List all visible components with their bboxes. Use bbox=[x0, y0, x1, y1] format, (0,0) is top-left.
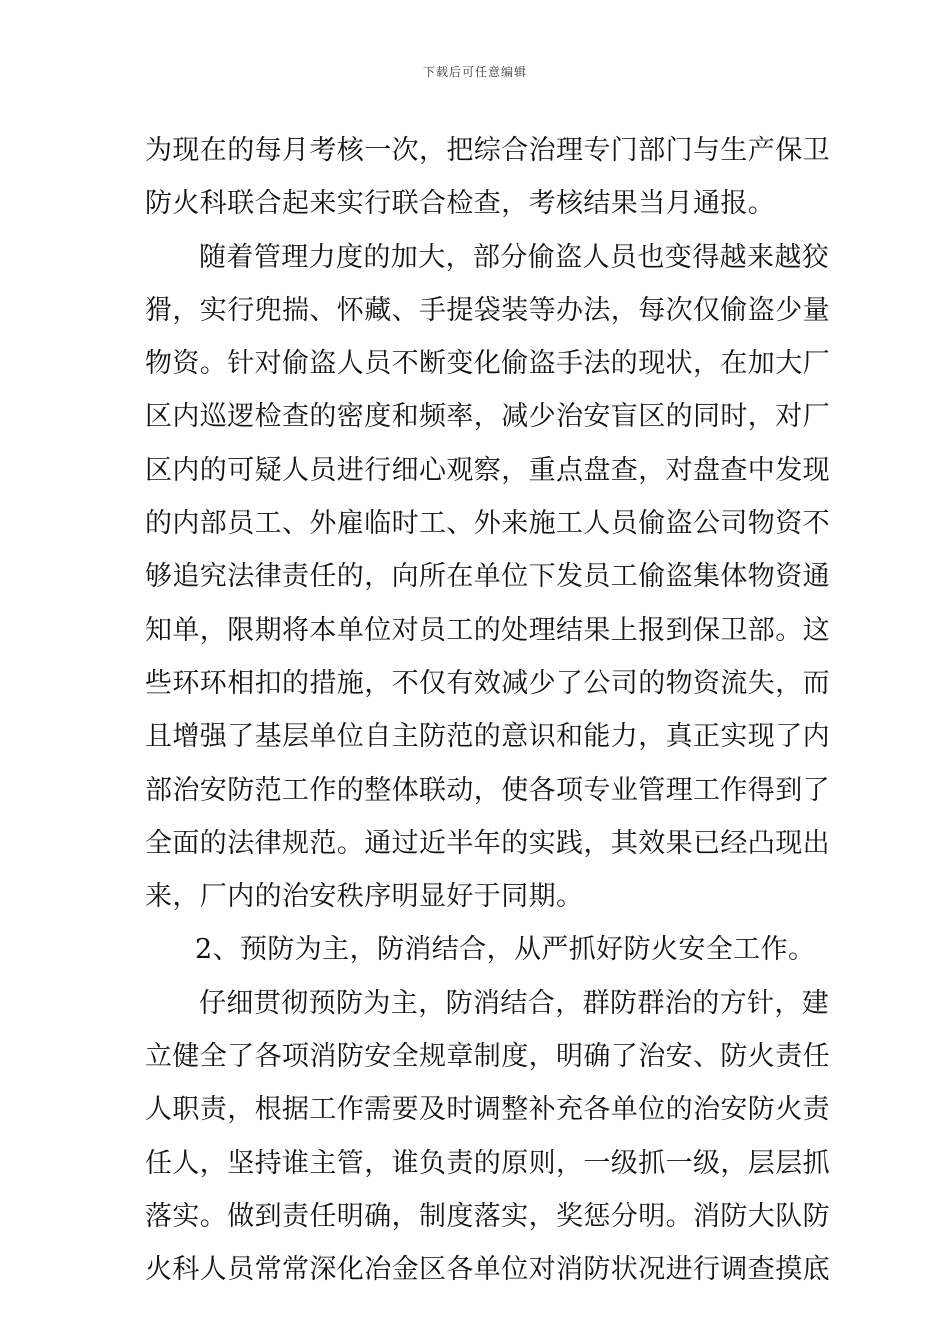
text-line: 且增强了基层单位自主防范的意识和能力，真正实现了内 bbox=[145, 721, 830, 753]
text-line: 知单，限期将本单位对员工的处理结果上报到保卫部。这 bbox=[145, 614, 830, 646]
section-heading: 2、预防为主，防消结合，从严抓好防火安全工作。 bbox=[195, 934, 816, 966]
body-text bbox=[145, 124, 830, 1297]
text-line: 为现在的每月考核一次，把综合治理专门部门与生产保卫 bbox=[145, 135, 830, 166]
text-line: 火科人员常常深化冶金区各单位对消防状况进行调查摸底 bbox=[145, 1254, 830, 1286]
text-line: 人职责，根据工作需要及时调整补充各单位的治安防火责 bbox=[145, 1094, 830, 1126]
text-line: 部治安防范工作的整体联动，使各项专业管理工作得到了 bbox=[145, 774, 830, 806]
text-line: 全面的法律规范。通过近半年的实践，其效果已经凸现出 bbox=[145, 827, 830, 859]
text-line: 落实。做到责任明确，制度落实，奖惩分明。消防大队防 bbox=[145, 1200, 830, 1232]
paragraph-start-line: 仔细贯彻预防为主，防消结合，群防群治的方针，建 bbox=[199, 987, 830, 1019]
text-line: 区内的可疑人员进行细心观察，重点盘查，对盘查中发现 bbox=[145, 454, 830, 486]
text-line: 来，厂内的治安秩序明显好于同期。 bbox=[145, 881, 584, 913]
text-line: 任人，坚持谁主管，谁负责的原则，一级抓一级，层层抓 bbox=[145, 1147, 830, 1179]
paragraph-start-line: 随着管理力度的加大，部分偷盗人员也变得越来越狡 bbox=[199, 241, 830, 273]
text-line: 区内巡逻检查的密度和频率，减少治安盲区的同时，对厂 bbox=[145, 401, 830, 433]
text-line: 的内部员工、外雇临时工、外来施工人员偷盗公司物资不 bbox=[145, 508, 830, 540]
text-line: 猾，实行兜揣、怀藏、手提袋装等办法，每次仅偷盗少量 bbox=[145, 294, 830, 326]
text-line: 物资。针对偷盗人员不断变化偷盗手法的现状，在加大厂 bbox=[145, 348, 830, 380]
text-line: 够追究法律责任的，向所在单位下发员工偷盗集体物资通 bbox=[145, 561, 830, 593]
text-line: 立健全了各项消防安全规章制度，明确了治安、防火责任 bbox=[145, 1041, 830, 1073]
text-line: 些环环相扣的措施，不仅有效减少了公司的物资流失，而 bbox=[145, 667, 830, 699]
header-note: 下载后可任意编辑 bbox=[422, 65, 527, 79]
text-line: 防火科联合起来实行联合检查，考核结果当月通报。 bbox=[145, 188, 776, 220]
